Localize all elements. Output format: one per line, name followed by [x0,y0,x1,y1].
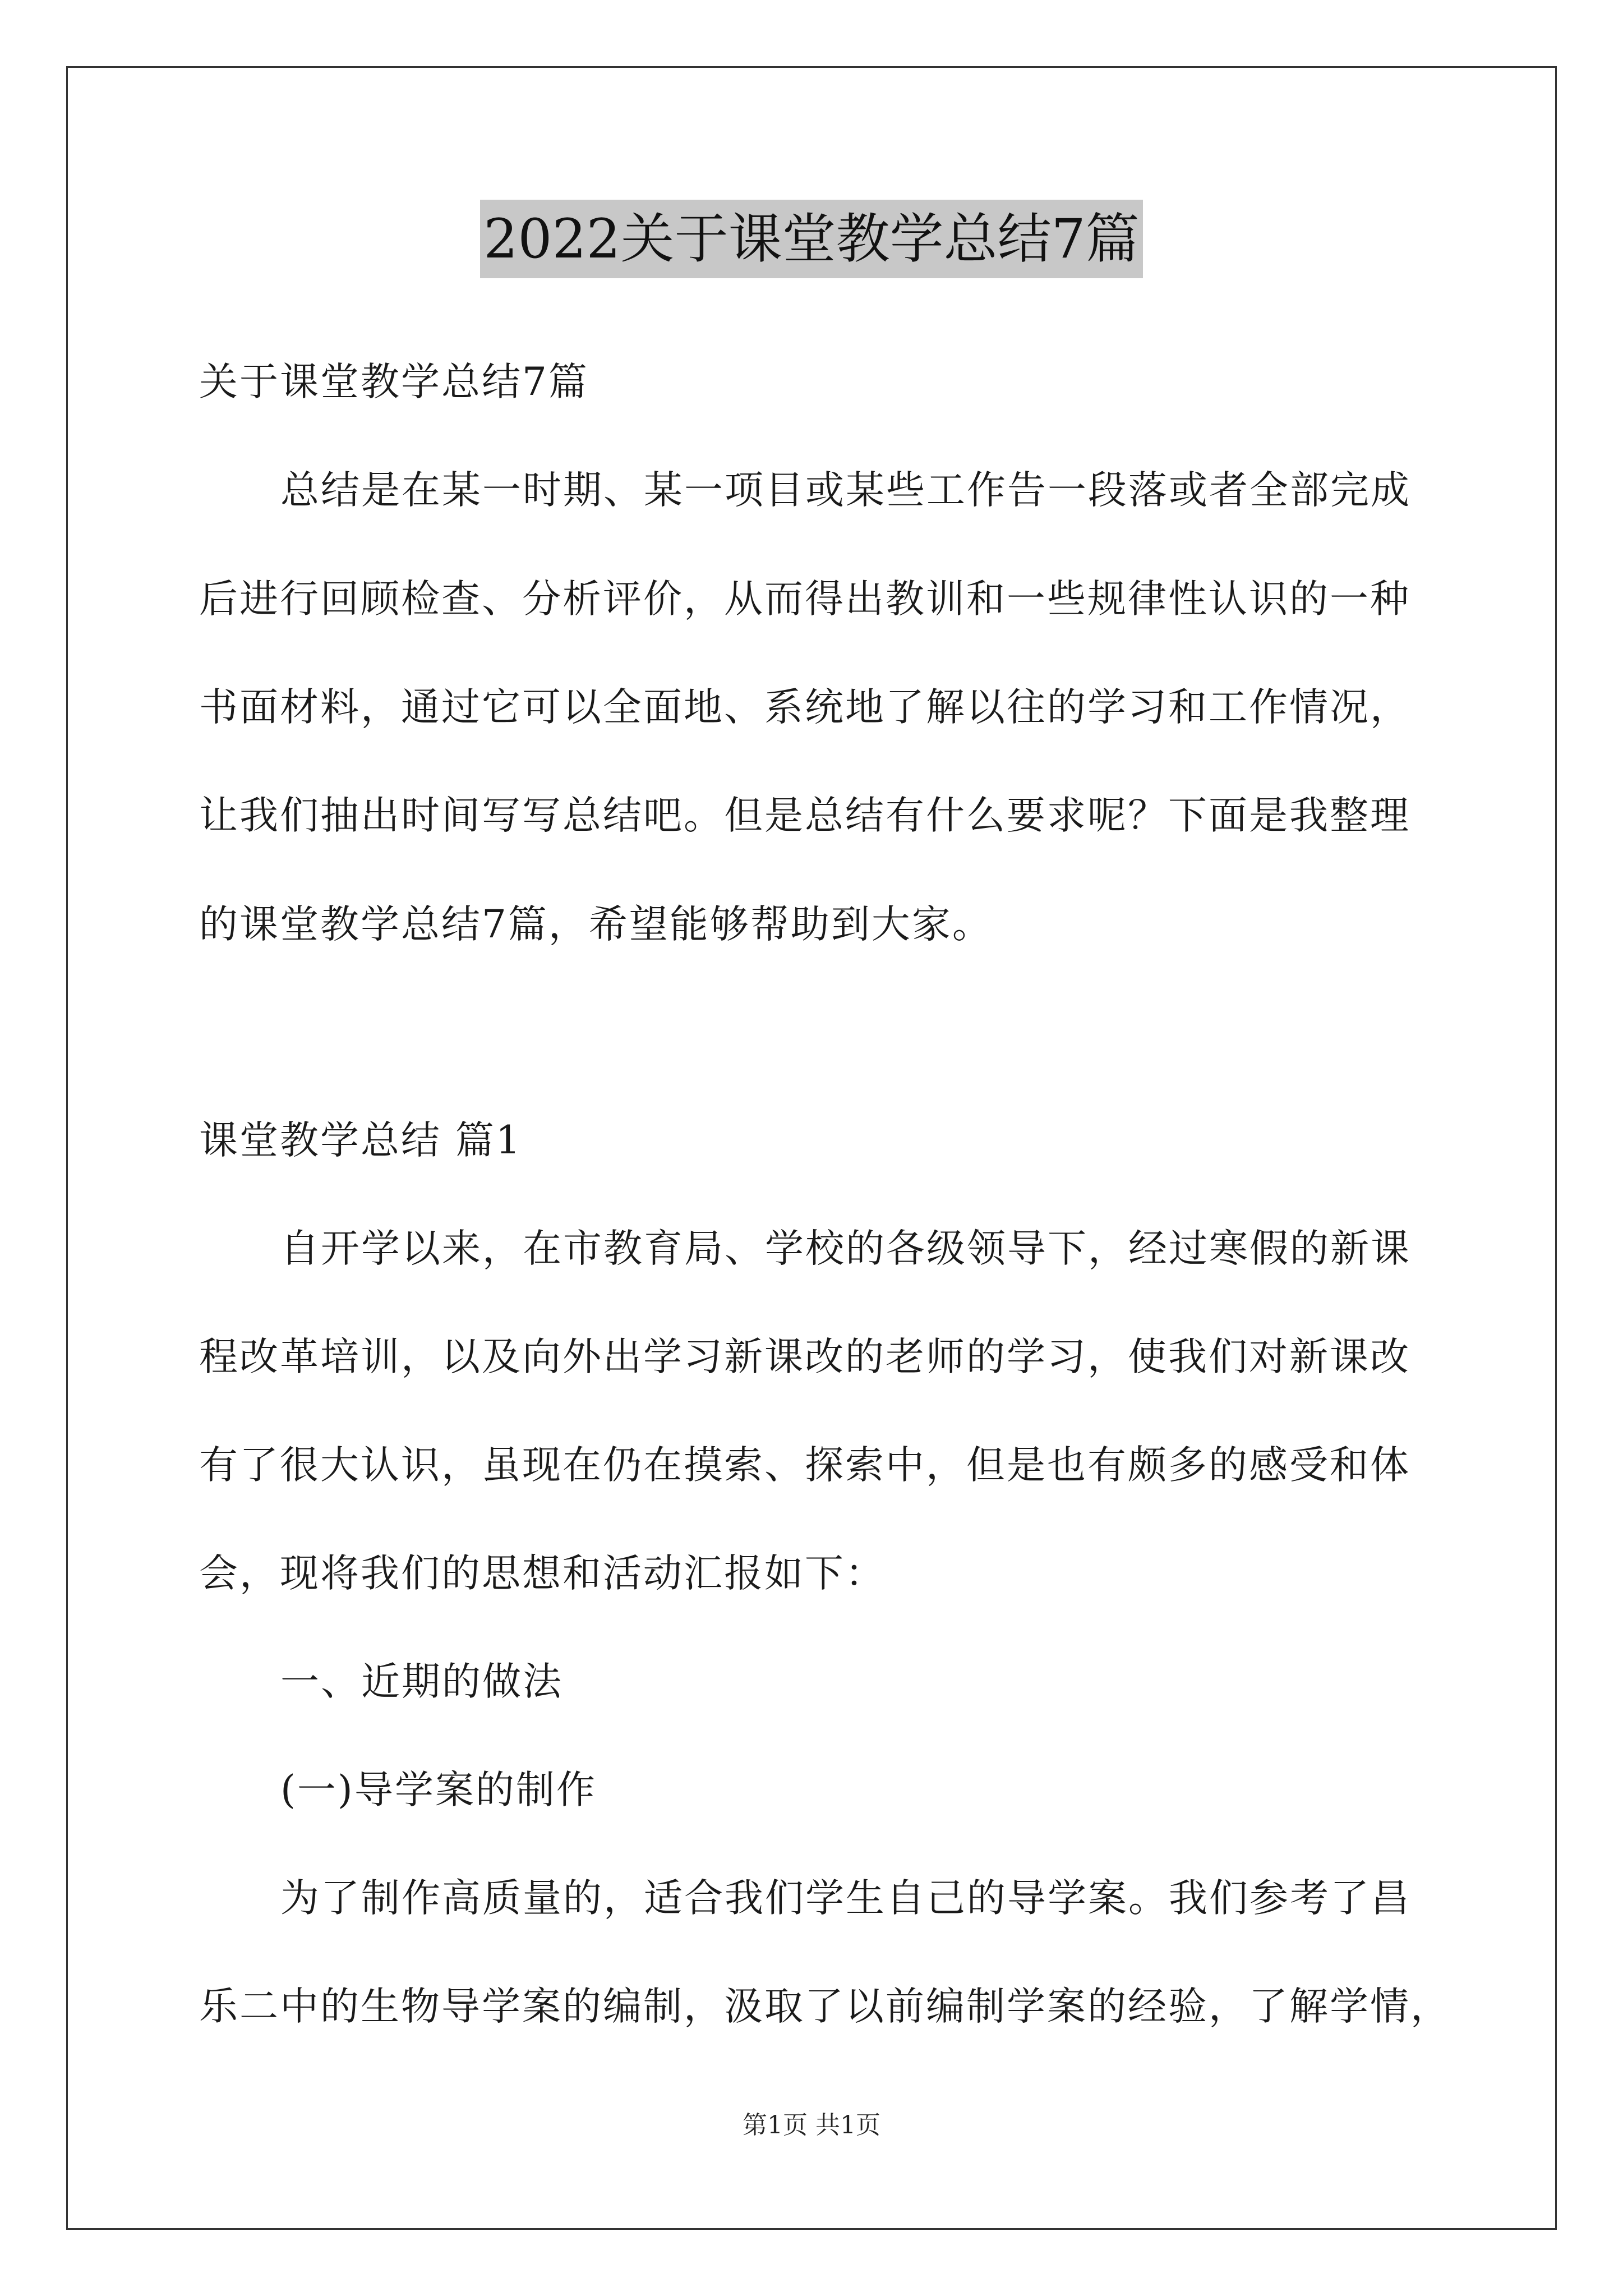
title-container [0,200,1623,278]
document-title: 2022关于课堂教学总结7篇 [480,200,1142,278]
intro-line-3: 书面材料，通过它可以全面地、系统地了解以往的学习和工作情况， [199,685,1410,730]
section-line-3: 有了很大认识，虽现在仍在摸索、探索中，但是也有颇多的感受和体 [199,1443,1410,1488]
subheading-guide-plan: (一)导学案的制作 [280,1768,597,1812]
section-line-1: 自开学以来，在市教育局、学校的各级领导下，经过寒假的新课 [280,1226,1411,1271]
section-line-4: 会，现将我们的思想和活动汇报如下： [199,1551,886,1596]
subheading-practices: 一、近期的做法 [280,1659,563,1704]
intro-line-1: 总结是在某一时期、某一项目或某些工作告一段落或者全部完成 [280,468,1411,513]
section-line-2: 程改革培训，以及向外出学习新课改的老师的学习，使我们对新课改 [199,1335,1410,1379]
document-subtitle: 关于课堂教学总结7篇 [199,360,589,404]
intro-line-5: 的课堂教学总结7篇，希望能够帮助到大家。 [199,902,993,947]
section-heading: 课堂教学总结 篇1 [199,1118,522,1163]
intro-line-2: 后进行回顾检查、分析评价，从而得出教训和一些规律性认识的一种 [199,577,1410,622]
page-footer: 第1页 共1页 [743,2111,880,2139]
intro-line-4: 让我们抽出时间写写总结吧。但是总结有什么要求呢？下面是我整理 [199,793,1410,838]
body-line-1: 为了制作高质量的，适合我们学生自己的导学案。我们参考了昌 [280,1876,1411,1921]
body-line-2: 乐二中的生物导学案的编制，汲取了以前编制学案的经验，了解学情， [199,1984,1451,2029]
